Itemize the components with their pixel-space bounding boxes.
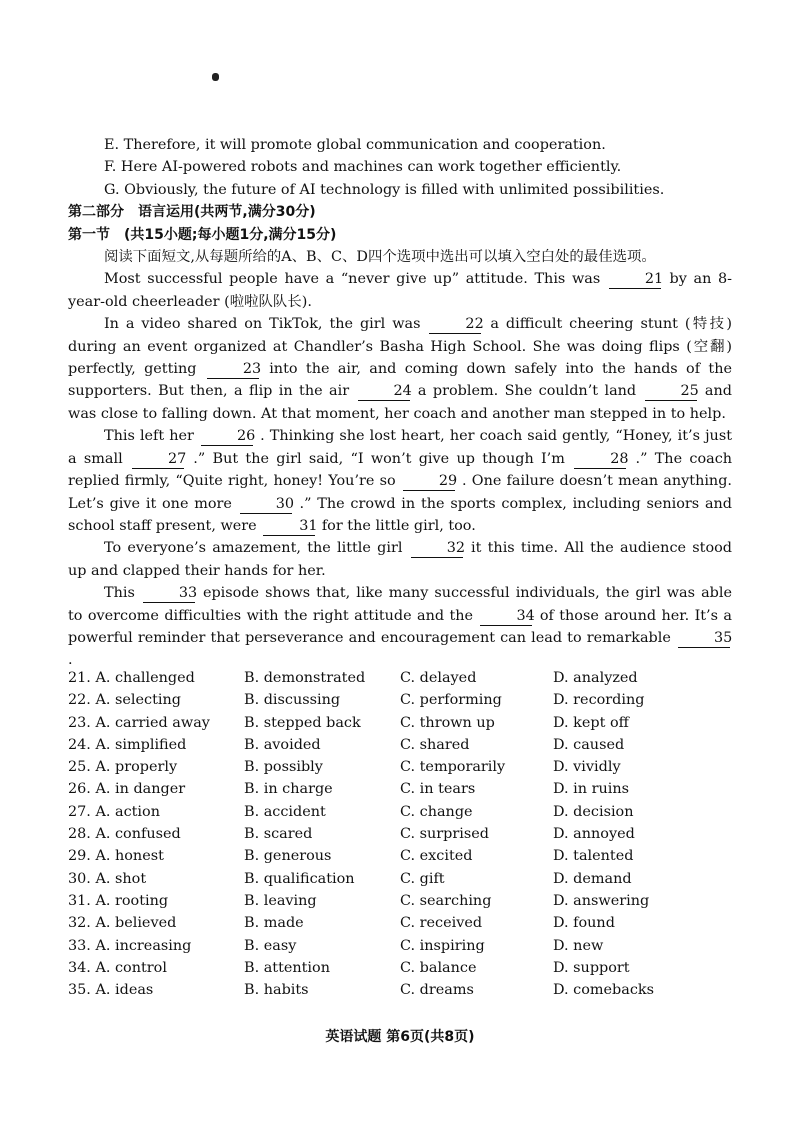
option-a: 33. A. increasing (68, 937, 192, 954)
option-b: B. qualification (244, 870, 355, 887)
option-c: C. gift (400, 870, 445, 887)
ink-mark (212, 73, 219, 81)
option-c: C. balance (400, 959, 477, 976)
question-row (68, 756, 732, 778)
option-c: C. inspiring (400, 937, 485, 954)
option-d: D. demand (553, 870, 632, 887)
option-c: C. searching (400, 892, 492, 909)
option-b: B. generous (244, 848, 332, 865)
option-d: D. comebacks (553, 982, 655, 999)
option-d: D. answering (553, 892, 650, 909)
passage-paragraph: Most successful people have a “never give up” attitude. This was 21 by an 8-year-old cheerleader (啦啦队队长). (68, 271, 733, 310)
blank-33: 33 (143, 585, 195, 603)
option-a: 30. A. shot (68, 870, 147, 887)
question-row (68, 957, 732, 979)
option-a: 22. A. selecting (68, 692, 181, 709)
option-c: C. received (400, 915, 483, 932)
passage-paragraph: This left her 26 . Thinking she lost heart, her coach said gently, “Honey, it’s just a small 27 .” But the girl said, “I won’t give up though I’m 28 .” The coach replied firmly, “Quite right, honey! You’re so 29 . One failure doesn’t mean anything. Let’s give it one more 30 .” The crowd in the sports complex, including seniors and school staff present, were 31 for the little girl, too. (68, 428, 733, 534)
page-body (68, 134, 732, 672)
blank-30: 30 (240, 496, 292, 514)
blank-31: 31 (263, 518, 315, 536)
option-a: 25. A. properly (68, 759, 178, 776)
blank-24: 24 (358, 383, 410, 401)
option-b: B. made (244, 915, 304, 932)
option-b: B. leaving (244, 892, 317, 909)
question-row (68, 823, 732, 845)
section-one-heading: 第一节 (共15小题;每小题1分,满分15分) (68, 226, 337, 243)
option-d: D. caused (553, 736, 625, 753)
option-a: 35. A. ideas (68, 982, 154, 999)
passage-paragraph: In a video shared on TikTok, the girl was 22 a difficult cheering stunt (特技) during an event organized at Chandler’s Basha High School. She was doing flips (空翻) perfectly, getting 23 into the air, and coming down safely into the hands of the supporters. But then, a flip in the air 24 a problem. She couldn’t land 25 and was close to falling down. At that moment, her coach and another man stepped in to help. (68, 316, 732, 422)
question-row (68, 801, 732, 823)
option-c: C. dreams (400, 982, 474, 999)
option-a: 21. A. challenged (68, 670, 195, 686)
blank-22: 22 (429, 316, 481, 334)
question-row (68, 667, 732, 689)
question-options-grid (68, 667, 732, 1001)
option-a: 23. A. carried away (68, 714, 210, 731)
blank-34: 34 (480, 608, 532, 626)
option-c: C. change (400, 803, 473, 820)
question-row (68, 979, 732, 1001)
option-a: 27. A. action (68, 803, 160, 820)
option-c: C. performing (400, 692, 502, 709)
option-a: 29. A. honest (68, 848, 164, 865)
option-d: D. new (553, 937, 604, 954)
option-b: B. attention (244, 959, 330, 976)
blank-35: 35 (678, 630, 730, 648)
option-b: B. demonstrated (244, 670, 366, 686)
option-d: D. annoyed (553, 826, 635, 843)
instruction: 阅读下面短文,从每题所给的A、B、C、D四个选项中选出可以填入空白处的最佳选项。 (104, 249, 656, 266)
page-footer: 英语试题 第6页(共8页) (325, 1029, 475, 1045)
option-b: B. accident (244, 803, 326, 820)
option-c: C. temporarily (400, 759, 506, 776)
passage-paragraph: This 33 episode shows that, like many successful individuals, the girl was able to overcome difficulties with the right attitude and the 34 of those around her. It’s a powerful reminder that perseverance and encouragement can lead to remarkable 35 . (68, 585, 733, 669)
option-d: D. talented (553, 848, 634, 865)
option-d: D. kept off (553, 714, 629, 731)
option-e: E. Therefore, it will promote global communication and cooperation. (104, 137, 606, 153)
option-d: D. vividly (553, 759, 621, 776)
option-a: 31. A. rooting (68, 892, 169, 909)
blank-21: 21 (609, 271, 661, 289)
option-b: B. easy (244, 937, 297, 954)
option-d: D. in ruins (553, 781, 630, 798)
blank-28: 28 (574, 451, 626, 469)
option-d: D. decision (553, 803, 634, 820)
option-a: 24. A. simplified (68, 736, 187, 753)
option-b: B. in charge (244, 781, 333, 798)
part-two-heading: 第二部分 语言运用(共两节,满分30分) (68, 204, 316, 221)
option-c: C. thrown up (400, 714, 495, 731)
question-row (68, 734, 732, 756)
blank-27: 27 (132, 451, 184, 469)
option-a: 28. A. confused (68, 826, 181, 843)
option-c: C. in tears (400, 781, 476, 798)
option-a: 32. A. believed (68, 915, 177, 932)
blank-23: 23 (207, 361, 259, 379)
option-c: C. excited (400, 848, 473, 865)
question-row (68, 912, 732, 934)
option-d: D. found (553, 915, 615, 932)
option-b: B. stepped back (244, 714, 361, 731)
question-row (68, 689, 732, 711)
question-row (68, 778, 732, 800)
option-b: B. avoided (244, 736, 321, 753)
option-f: F. Here AI-powered robots and machines can work together efficiently. (104, 159, 622, 176)
blank-26: 26 (201, 428, 253, 446)
option-b: B. habits (244, 982, 309, 999)
option-a: 26. A. in danger (68, 781, 186, 798)
option-b: B. scared (244, 826, 313, 843)
option-c: C. surprised (400, 826, 489, 843)
option-c: C. delayed (400, 670, 477, 686)
option-a: 34. A. control (68, 959, 167, 976)
option-d: D. support (553, 959, 630, 976)
option-b: B. possibly (244, 759, 323, 776)
question-row (68, 868, 732, 890)
blank-32: 32 (411, 540, 463, 558)
question-row (68, 890, 732, 912)
question-row (68, 935, 732, 957)
option-d: D. recording (553, 692, 645, 709)
option-c: C. shared (400, 736, 470, 753)
blank-25: 25 (645, 383, 697, 401)
option-g: G. Obviously, the future of AI technology is filled with unlimited possibilities. (104, 181, 665, 198)
question-row (68, 845, 732, 867)
question-row (68, 712, 732, 734)
passage-paragraph: To everyone’s amazement, the little girl 32 it this time. All the audience stood up and clapped their hands for her. (68, 540, 732, 579)
option-b: B. discussing (244, 692, 341, 709)
option-d: D. analyzed (553, 670, 638, 686)
blank-29: 29 (403, 473, 455, 491)
